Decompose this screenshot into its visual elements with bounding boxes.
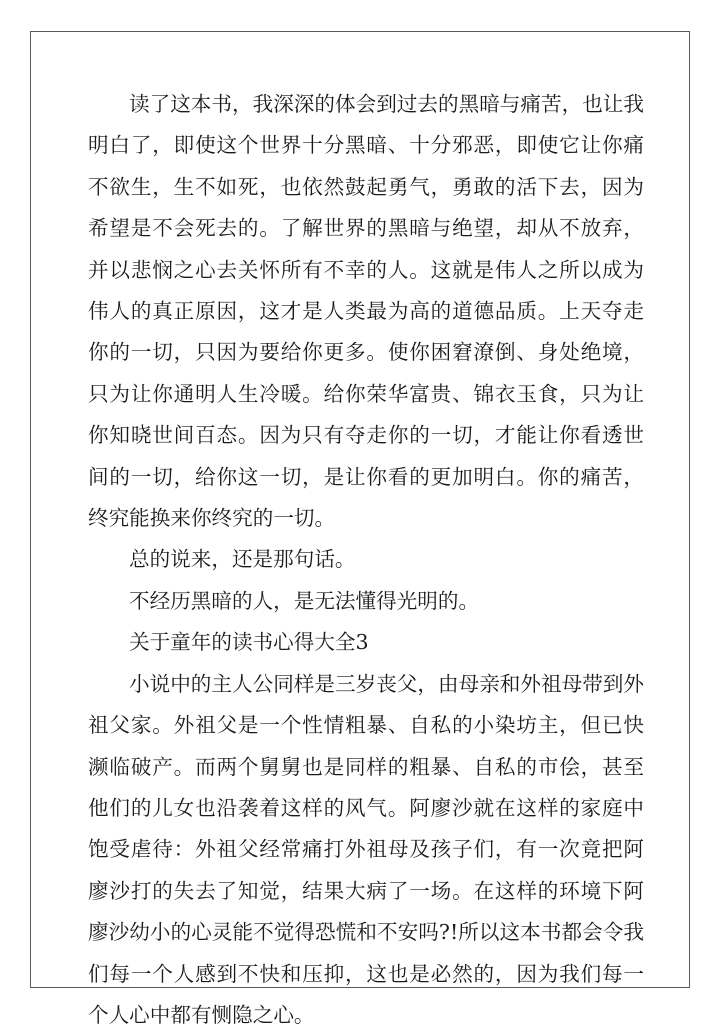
paragraph-conclusion: 不经历黑暗的人，是无法懂得光明的。 [129,588,480,613]
section-heading: 关于童年的读书心得大全3 [129,630,369,655]
document-body [88,84,644,1036]
paragraph-reflection: 读了这本书，我深深的体会到过去的黑暗与痛苦，也让我明白了，即使这个世界十分黑暗、十分邪恶，即使它让你痛不欲生，生不如死，也依然鼓起勇气，勇敢的活下去，因为希望是不会死去的。了解世界的黑暗与绝望，却从不放弃，并以悲悯之心去关怀所有不幸的人。这就是伟人之所以成为伟人的真正原因，这才是人类最为高的道德品质。上天夺走你的一切，只因为要给你更多。使你困窘潦倒、身处绝境，只为让你通明人生冷暖。给你荣华富贵、锦衣玉食，只为让你知晓世间百态。因为只有夺走你的一切，才能让你看透世间的一切，给你这一切，是让你看的更加明白。你的痛苦，终究能换来你终究的一切。 [88,92,644,531]
paragraph-story: 小说中的主人公同样是三岁丧父，由母亲和外祖母带到外祖父家。外祖父是一个性情粗暴、自私的小染坊主，但已快濒临破产。而两个舅舅也是同样的粗暴、自私的市侩，甚至他们的儿女也沿袭着这样的风气。阿廖沙就在这样的家庭中饱受虐待：外祖父经常痛打外祖母及孩子们，有一次竟把阿廖沙打的失去了知觉，结果大病了一场。在这样的环境下阿廖沙幼小的心灵能不觉得恐慌和不安吗?!所以这本书都会令我们每一个人感到不快和压抑，这也是必然的，因为我们每一个人心中都有恻隐之心。 [88,671,644,1027]
paragraph-summary: 总的说来，还是那句话。 [129,547,356,572]
